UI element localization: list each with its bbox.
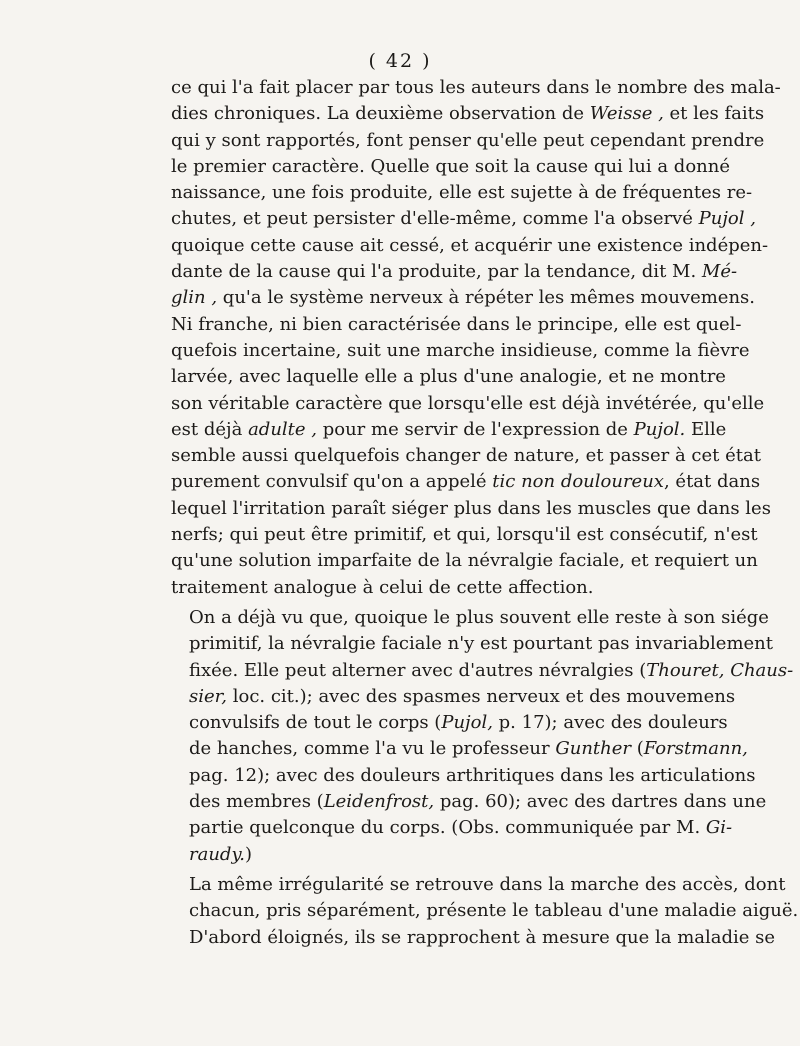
text-segment: , état dans [663, 471, 761, 493]
text-segment: purement convulsif qu'on a appelé [171, 471, 493, 493]
text-line [171, 631, 774, 657]
italic-segment: Leidenfrost, [323, 791, 435, 813]
italic-segment: Pujol , [698, 208, 756, 230]
text-segment: nerfs; qui peut être primitif, et qui, lorsqu'il est consécutif, n'est [171, 524, 758, 546]
text-segment: de hanches, comme l'a vu le professeur [189, 738, 556, 760]
text-segment: semble aussi quelquefois changer de nature, et passer à cet état [171, 445, 761, 467]
text-segment: le premier caractère. Quelle que soit la cause qui lui a donné [171, 155, 730, 177]
italic-segment: glin , [171, 287, 218, 309]
text-line [171, 815, 733, 841]
text-segment: D'abord éloignés, ils se rapprochent à mesure que la maladie se [189, 926, 776, 948]
text-segment: chutes, et peut persister d'elle-même, comme l'a observé [171, 208, 699, 230]
text-segment: quefois incertaine, suit une marche insidieuse, comme la fièvre [171, 339, 750, 361]
text-segment: ) [244, 843, 252, 865]
italic-segment: raudy. [189, 843, 245, 865]
text-line [171, 548, 758, 574]
text-line [171, 180, 753, 206]
italic-segment: Gunther [555, 738, 632, 760]
text-segment: fixée. Elle peut alterner avec d'autres névralgies ( [189, 659, 647, 681]
text-line [171, 925, 776, 951]
text-line [171, 736, 748, 762]
text-segment: partie quelconque du corps. (Obs. communiquée par M. [189, 817, 706, 839]
text-line [171, 605, 769, 631]
text-line [171, 75, 781, 101]
text-segment: larvée, avec laquelle elle a plus d'une analogie, et ne montre [171, 366, 726, 388]
text-segment: ( [631, 738, 644, 760]
paragraph-p1 [171, 75, 781, 601]
text-segment: loc. cit.); avec des spasmes nerveux et des mouvemens [227, 685, 736, 707]
text-segment: p. 17); avec des douleurs [492, 712, 728, 734]
text-line [171, 496, 771, 522]
text-segment: dies chroniques. La deuxième observation de [171, 103, 590, 125]
text-segment: Ni franche, ni bien caractérisée dans le principe, elle est quel- [171, 313, 742, 335]
text-segment: est déjà [171, 418, 249, 440]
italic-segment: Mé- [701, 261, 738, 283]
text-segment: et les faits [663, 103, 765, 125]
text-line [171, 710, 728, 736]
text-line [171, 443, 761, 469]
text-segment: On a déjà vu que, quoique le plus souvent elle reste à son siége [189, 606, 769, 628]
italic-segment: tic non douloureux [492, 471, 664, 493]
text-segment: des membres ( [189, 791, 324, 813]
paragraph-p3 [171, 872, 799, 951]
text-line [171, 338, 750, 364]
text-line [171, 789, 767, 815]
text-segment: qui y sont rapportés, font penser qu'elle peut cependant prendre [171, 129, 765, 151]
text-line [171, 842, 725, 868]
text-line [171, 285, 756, 311]
text-segment: dante de la cause qui l'a produite, par la tendance, dit M. [171, 261, 702, 283]
text-segment: pag. 12); avec des douleurs arthritiques dans les articulations [189, 764, 756, 786]
text-line [171, 417, 725, 443]
text-segment: La même irrégularité se retrouve dans la marche des accès, dont [189, 873, 786, 895]
text-line [171, 522, 758, 548]
italic-segment: sier, [189, 685, 227, 707]
text-line [171, 391, 765, 417]
text-line [171, 154, 730, 180]
text-line [171, 763, 756, 789]
text-line [171, 684, 736, 710]
text-segment: quoique cette cause ait cessé, et acquérir une existence indépen- [171, 234, 769, 256]
italic-segment: Weisse , [589, 103, 664, 125]
text-segment: chacun, pris séparément, présente le tableau d'une maladie aiguë. [189, 900, 799, 922]
text-line [171, 898, 799, 924]
italic-segment: adulte , [248, 418, 317, 440]
text-segment: naissance, une fois produite, elle est sujette à de fréquentes re- [171, 182, 753, 204]
body-text [171, 75, 799, 951]
text-segment: primitif, la névralgie faciale n'y est pourtant pas invariablement [189, 633, 774, 655]
text-segment: Elle [685, 418, 727, 440]
text-segment: convulsifs de tout le corps ( [189, 712, 442, 734]
text-segment: ce qui l'a fait placer par tous les auteurs dans le nombre des mala- [171, 77, 781, 98]
text-line [171, 658, 794, 684]
italic-segment: Pujol. [633, 418, 686, 440]
italic-segment: Forstmann, [643, 738, 748, 760]
text-line [171, 364, 725, 390]
text-line [171, 101, 765, 127]
text-line [171, 469, 761, 495]
page-number: ( 42 ) [368, 50, 432, 72]
italic-segment: Gi- [705, 817, 733, 839]
italic-segment: Thouret, Chaus- [646, 659, 794, 681]
text-line [171, 259, 738, 285]
italic-segment: Pujol, [441, 712, 493, 734]
text-segment: son véritable caractère que lorsqu'elle est déjà invétérée, qu'elle [171, 392, 765, 414]
text-line [171, 312, 742, 338]
paragraph-p2 [171, 605, 794, 868]
text-line [171, 128, 765, 154]
text-segment: qu'a le système nerveux à répéter les mêmes mouvemens. [217, 287, 756, 309]
text-segment: pag. 60); avec des dartres dans une [434, 791, 767, 813]
text-segment: lequel l'irritation paraît siéger plus dans les muscles que dans les [171, 497, 771, 519]
text-segment: traitement analogue à celui de cette affection. [171, 576, 594, 598]
text-line [171, 233, 769, 259]
text-line [171, 206, 756, 232]
text-segment: qu'une solution imparfaite de la névralgie faciale, et requiert un [171, 550, 758, 572]
text-line [171, 575, 725, 601]
text-line [171, 872, 786, 898]
text-segment: pour me servir de l'expression de [317, 418, 634, 440]
